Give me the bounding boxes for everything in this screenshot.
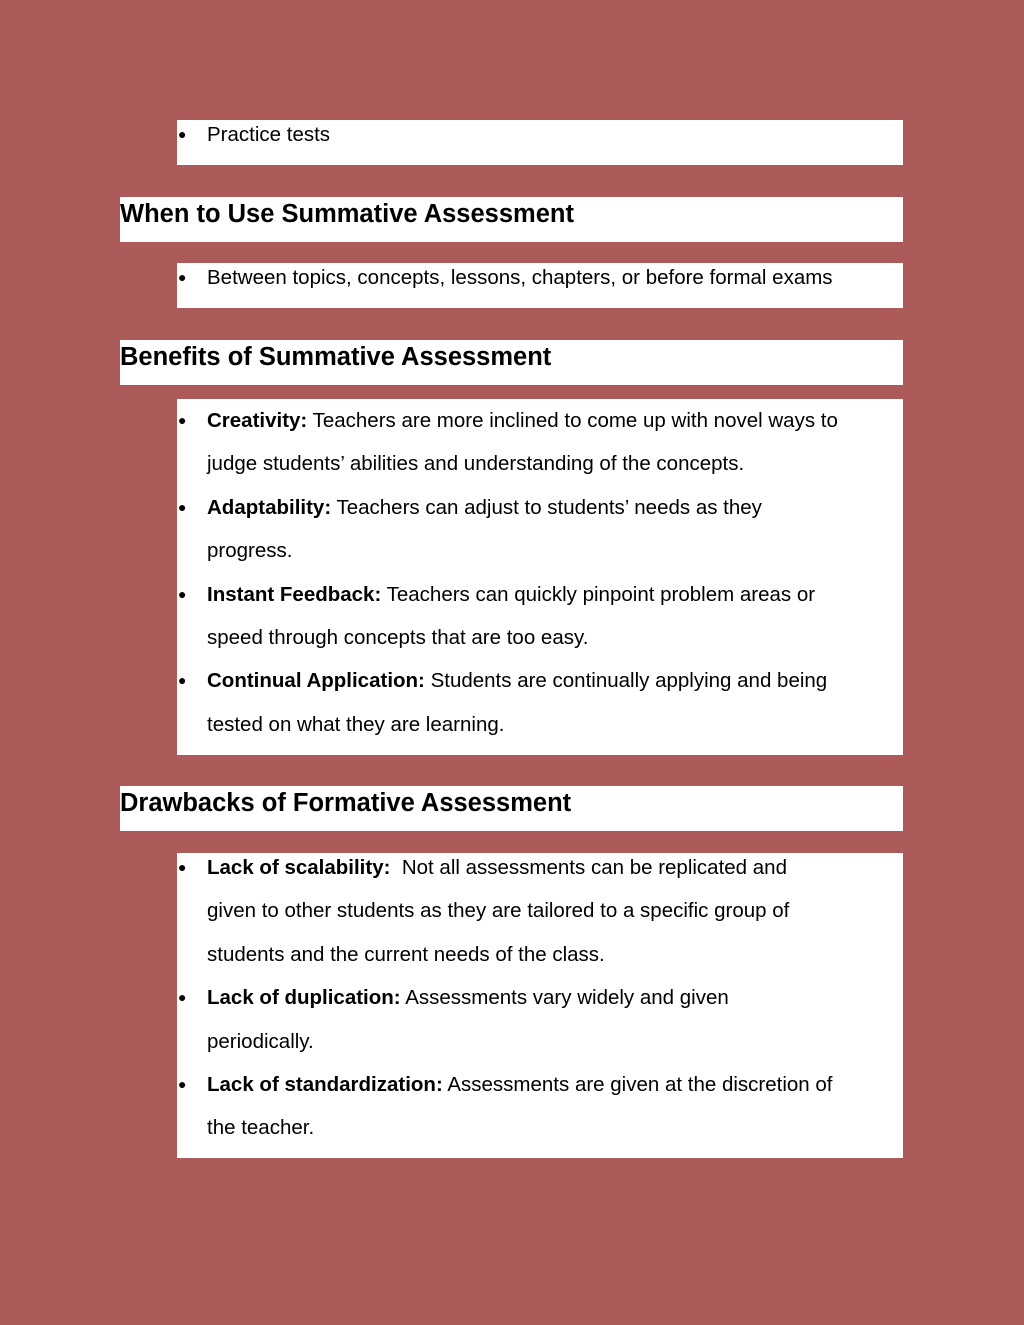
bullet-icon: ● [178, 859, 187, 875]
bullet-icon: ● [178, 1076, 187, 1093]
list-item-text: Assessments vary widely and given [400, 986, 729, 1010]
list-item-text: Between topics, concepts, lessons, chapters, or before formal exams [207, 266, 833, 289]
heading-block-benefits [120, 340, 903, 385]
list-item [177, 399, 903, 486]
list-item-text: Not all assessments can be replicated and [390, 856, 787, 879]
list-item [177, 573, 903, 660]
list-item-term: Creativity: [207, 409, 308, 432]
section-heading: When to Use Summative Assessment [120, 200, 574, 228]
list-item-text: Practice tests [207, 123, 331, 146]
list-item-text: Assessments are given at the discretion of [442, 1073, 833, 1097]
list-item-text: Students are continually applying and being [424, 669, 828, 693]
list-item-text: Teachers can quickly pinpoint problem areas or [381, 582, 816, 606]
bullet-list [177, 263, 903, 292]
section-heading: Drawbacks of Formative Assessment [120, 789, 572, 817]
list-item [177, 659, 903, 746]
list-item-text: speed through concepts that are too easy. [207, 626, 589, 650]
list-item-text: students and the current needs of the class. [207, 942, 605, 966]
list-item-text: judge students’ abilities and understanding of the concepts. [207, 452, 745, 476]
bullet-icon: ● [178, 126, 187, 142]
list-item [177, 846, 903, 976]
list-item-text: Teachers can adjust to students’ needs as they [331, 495, 762, 519]
list-item-term: Adaptability: [207, 495, 332, 519]
bullet-icon: ● [178, 269, 187, 285]
section-heading: Benefits of Summative Assessment [120, 343, 552, 371]
list-block-practice [177, 120, 903, 165]
list-item-text: given to other students as they are tailored to a specific group of [207, 899, 790, 923]
list-item [177, 120, 903, 149]
bullet-icon: ● [178, 585, 187, 602]
list-item [177, 263, 903, 292]
list-item-term: Continual Application: [207, 669, 425, 693]
list-item-text: Teachers are more inclined to come up with novel ways to [307, 409, 838, 432]
list-item-text: tested on what they are learning. [207, 712, 505, 736]
bullet-list [177, 120, 903, 149]
bullet-icon: ● [178, 412, 187, 428]
bullet-icon: ● [178, 989, 187, 1006]
bullet-list [177, 399, 903, 746]
list-block-drawbacks [177, 853, 903, 1158]
heading-block-drawbacks [120, 786, 903, 831]
bullet-icon: ● [178, 672, 187, 689]
list-item-term: Lack of scalability: [207, 856, 391, 879]
list-item [177, 976, 903, 1063]
bullet-icon: ● [178, 498, 187, 515]
list-item [177, 486, 903, 573]
list-item-term: Instant Feedback: [207, 582, 382, 606]
list-block-benefits [177, 399, 903, 755]
list-item-text: the teacher. [207, 1116, 315, 1140]
list-item-term: Lack of duplication: [207, 986, 401, 1010]
list-item-term: Lack of standardization: [207, 1073, 443, 1097]
list-item-text: progress. [207, 539, 293, 563]
list-block-when-to-use [177, 263, 903, 308]
list-item-text: periodically. [207, 1029, 314, 1053]
heading-block-when-to-use [120, 197, 903, 242]
bullet-list [177, 846, 903, 1150]
list-item [177, 1063, 903, 1150]
